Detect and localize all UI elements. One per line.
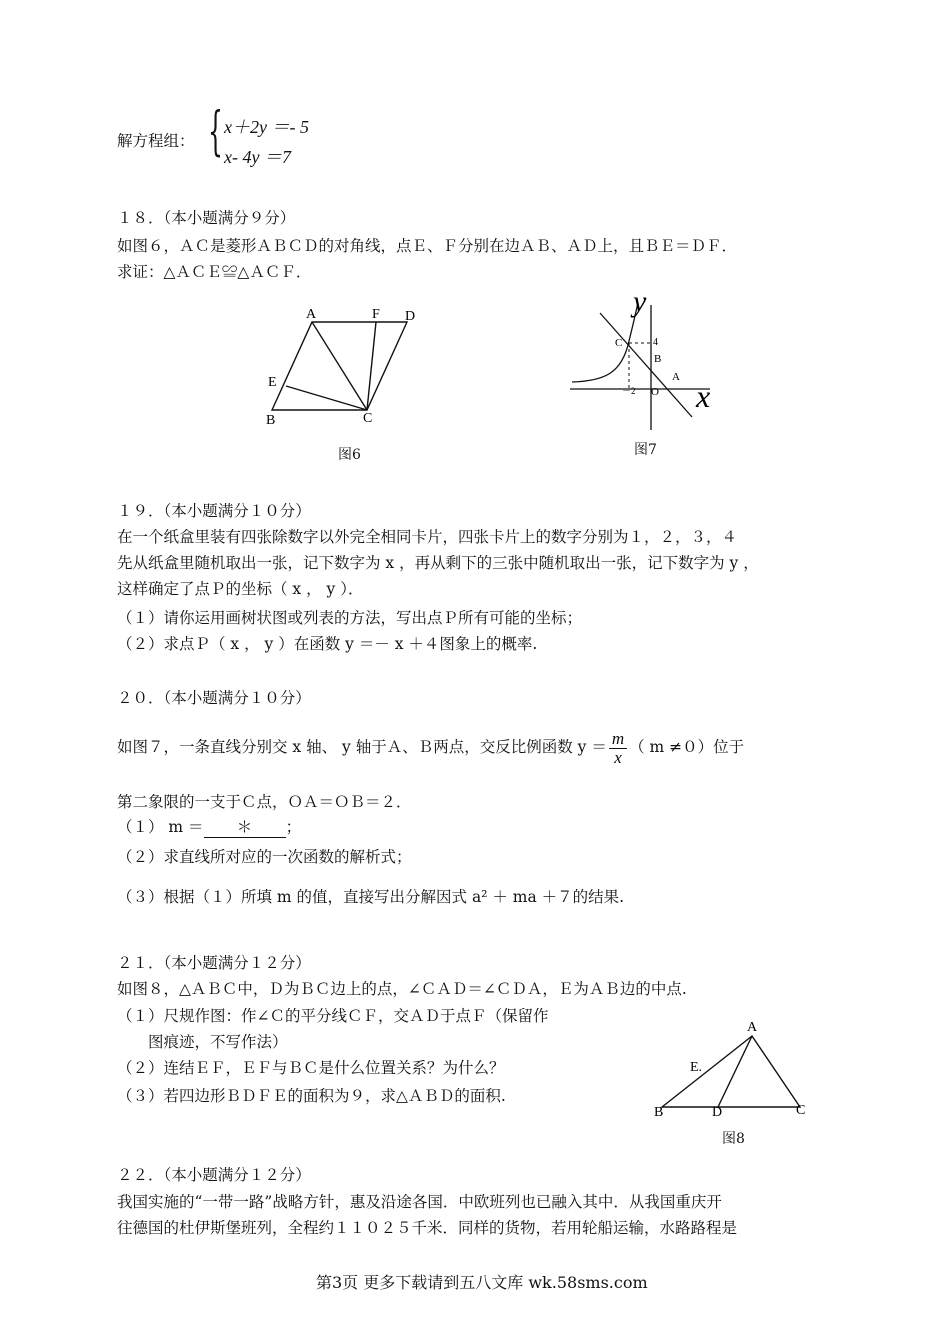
fraction-denominator: x [614,747,622,767]
fig7-label-o: O [651,386,659,398]
segment-cf [367,322,376,410]
q19-line-3: 这样确定了点Ｐ的坐标（ x ， y ）． [117,580,364,598]
q20-sub-1 [117,817,301,838]
fig7-label-x: x [696,378,711,414]
fraction-numerator: m [609,730,627,749]
figure-8-triangle [648,1012,818,1122]
q20-line-1-end: （ m ≠０）位于 [629,738,745,756]
fig8-label-e: E. [690,1060,703,1075]
q18-header: １８．（本小题满分９分） [117,209,296,227]
q20-sub-1-suffix: ； [285,818,302,836]
fig6-label-e: E [268,375,277,390]
fig6-label-d: D [405,309,416,324]
q19-line-4: （１）请你运用画树状图或列表的方法，写出点Ｐ所有可能的坐标； [117,609,583,627]
triangle-abc [662,1036,800,1107]
figure-7-caption: 图7 [634,442,657,458]
q20-sub-1-prefix: （１） m ＝ [117,818,204,836]
fig6-label-b: B [266,413,276,428]
q20-header: ２０．（本小题满分１０分） [117,689,311,707]
q18-line-2: 求证：△ＡＣＥ≌△ＡＣＦ． [117,263,312,281]
q20-sub-3: （３）根据（１）所填 m 的值，直接写出分解因式 a² ＋ ma ＋７的结果. [117,888,625,906]
q20-line-1-start: 如图７，一条直线分别交 x 轴、 y 轴于Ａ、Ｂ两点，交反比例函数 y ＝ [117,738,607,756]
q19-header: １９．（本小题满分１０分） [117,502,311,520]
fig7-label-neg2: －2 [622,386,636,396]
hyperbola-branch [572,303,638,382]
q21-header: ２１．（本小题满分１２分） [117,954,311,972]
fig7-label-4: 4 [653,337,658,348]
q17-equation-1: x＋2y ＝- 5 [224,117,309,137]
fig8-label-a: A [747,1020,758,1035]
q21-line-5: （３）若四边形ＢＤＦＥ的面积为９，求△ＡＢＤ的面积. [117,1087,506,1105]
fig6-label-a: A [306,307,317,322]
q21-line-1: 如图８，△ＡＢＣ中，Ｄ为ＢＣ边上的点，∠ＣＡＤ＝∠ＣＤＡ，Ｅ为ＡＢ边的中点. [117,980,687,998]
q17-label: 解方程组： [117,132,195,150]
q21-line-4: （２）连结ＥＦ，ＥＦ与ＢＣ是什么位置关系？为什么？ [117,1059,505,1077]
q19-line-2: 先从纸盒里随机取出一张，记下数字为 x ，再从剩下的三张中随机取出一张，记下数字为 y ， [117,554,759,572]
figure-6-rhombus [255,300,435,435]
line-ab [600,313,692,417]
q19-line-5: （２）求点Ｐ（ x ， y ）在函数 y ＝－ x ＋４图象上的概率. [117,635,538,653]
q17-equation-2: x- 4y ＝7 [224,147,291,167]
fig7-label-c: C [615,337,623,349]
page-footer: 第3页 更多下载请到五八文库 wk.58sms.com [316,1273,648,1292]
segment-ad [718,1036,752,1107]
answer-blank: ＊ [204,817,286,838]
fig7-label-a: A [672,371,680,383]
fig6-label-f: F [372,307,380,322]
q22-line-2: 往德国的杜伊斯堡班列，全程约１１０２５千米．同样的货物，若用轮船运输，水路路程是 [117,1219,738,1237]
fig8-label-c: C [796,1103,806,1118]
figure-7-graph [560,285,730,445]
q20-line-2: 第二象限的一支于Ｃ点，ＯＡ＝ＯＢ＝２． [117,793,412,811]
fraction-m-over-x [609,730,627,767]
fig8-label-b: B [654,1105,664,1120]
fig7-label-b: B [654,353,662,365]
fig7-label-y: y [633,285,647,318]
q20-sub-2: （２）求直线所对应的一次函数的解析式； [117,848,412,866]
figure-6-caption: 图6 [338,447,361,463]
system-brace: { [208,102,223,162]
q19-line-1: 在一个纸盒里装有四张除数字以外完全相同卡片，四张卡片上的数字分别为１，２，３，４ [117,528,738,546]
fig8-label-d: D [712,1105,723,1120]
q21-line-3: 图痕迹，不写作法） [148,1033,288,1051]
q21-line-2: （１）尺规作图：作∠Ｃ的平分线ＣＦ，交ＡＤ于点Ｆ（保留作 [117,1007,549,1025]
fig6-label-c: C [363,411,373,426]
q22-header: ２２．（本小题满分１２分） [117,1166,311,1184]
q18-line-1: 如图６，ＡＣ是菱形ＡＢＣＤ的对角线，点Ｅ、Ｆ分别在边ＡＢ、ＡＤ上，且ＢＥ＝ＤＦ． [117,237,738,255]
figure-8-caption: 图8 [722,1131,745,1147]
q22-line-1: 我国实施的“一带一路”战略方针，惠及沿途各国．中欧班列也已融入其中．从我国重庆开 [117,1193,722,1211]
q20-line-1 [117,727,744,767]
